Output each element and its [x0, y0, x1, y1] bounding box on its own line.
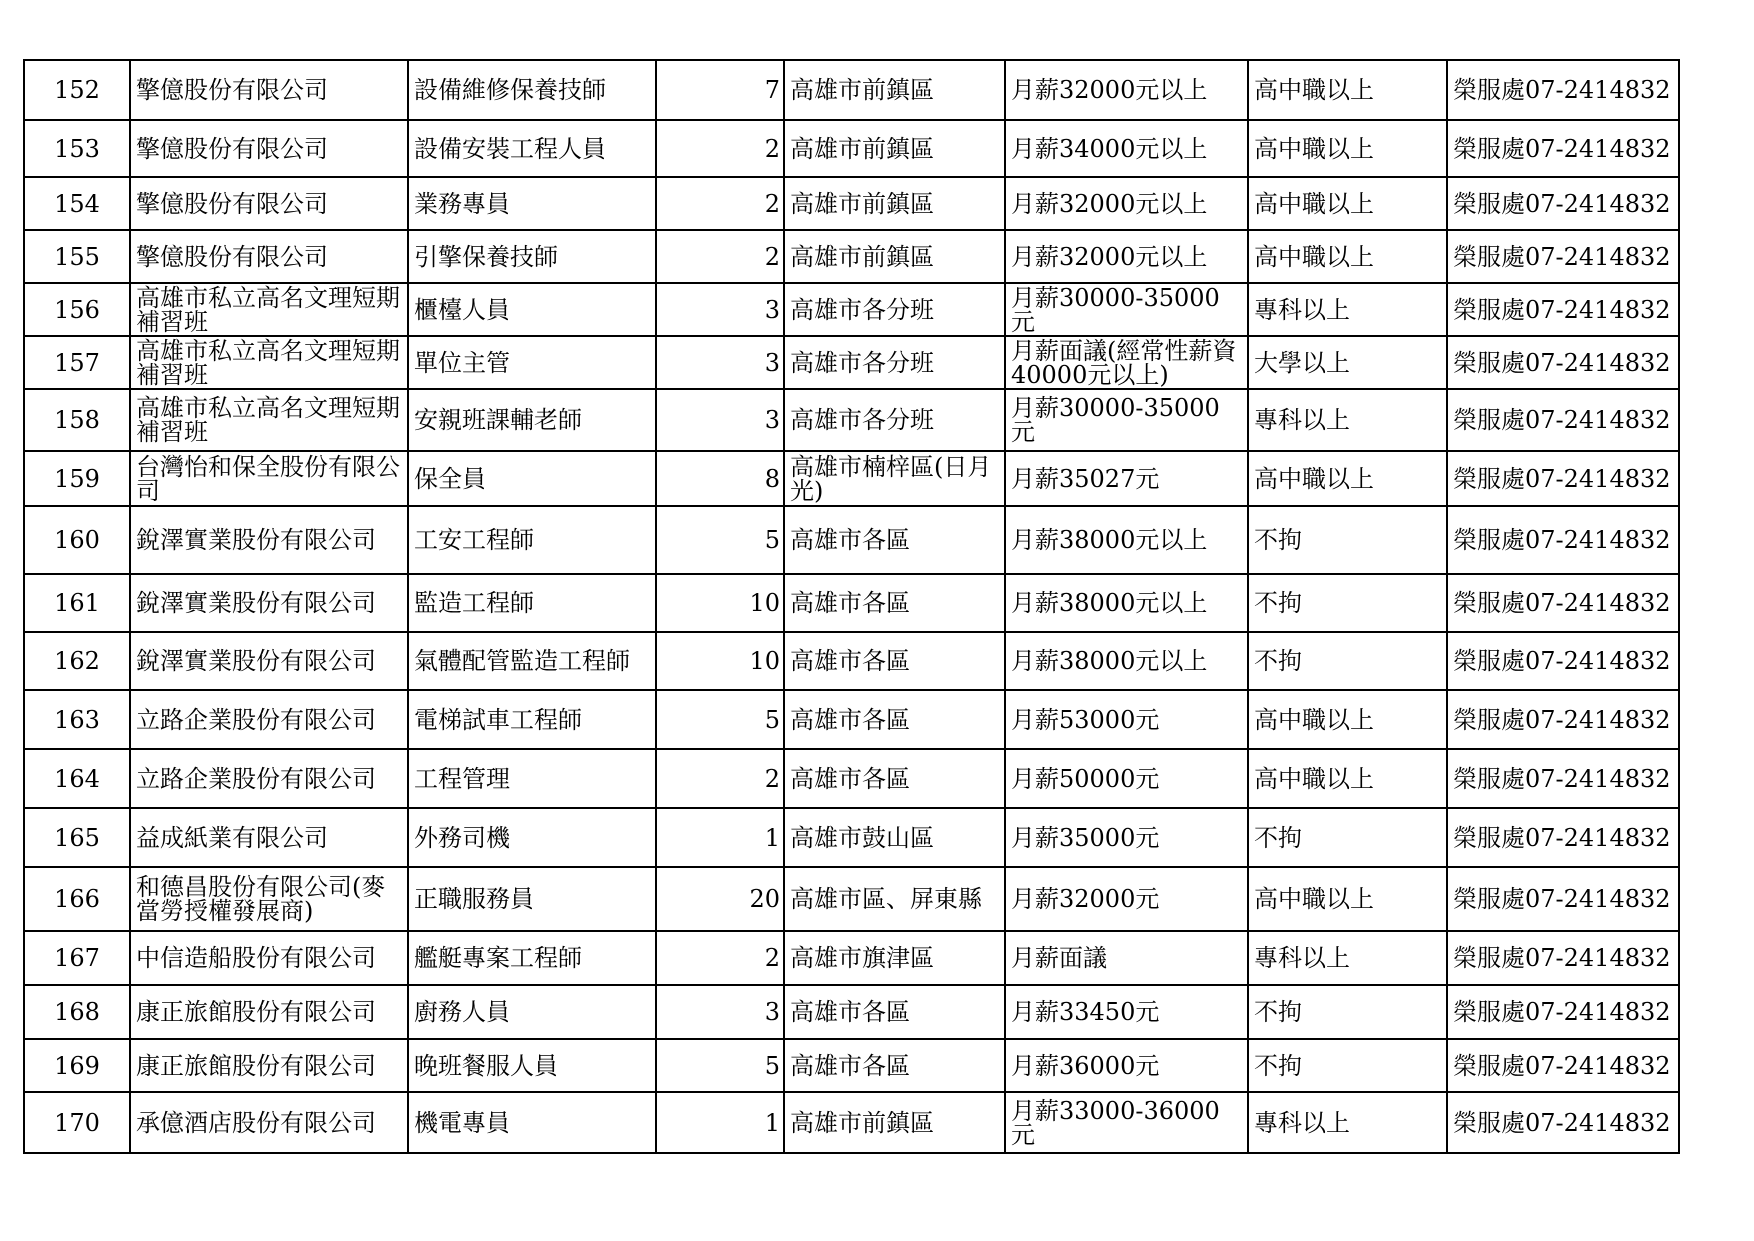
row-number-cell: 156 [24, 283, 130, 336]
row-number-cell: 153 [24, 120, 130, 177]
salary-cell: 月薪30000-35000元 [1005, 283, 1248, 336]
headcount-cell: 1 [656, 808, 784, 867]
position-cell: 設備維修保養技師 [408, 60, 656, 120]
location-cell: 高雄市各區 [784, 574, 1005, 632]
company-cell: 中信造船股份有限公司 [130, 931, 408, 985]
row-number-cell: 157 [24, 336, 130, 389]
job-listing-table [23, 59, 1680, 1154]
education-cell: 高中職以上 [1248, 690, 1447, 749]
position-cell: 業務專員 [408, 177, 656, 230]
company-cell: 和德昌股份有限公司(麥當勞授權發展商) [130, 867, 408, 931]
education-cell: 大學以上 [1248, 336, 1447, 389]
position-cell: 正職服務員 [408, 867, 656, 931]
row-number-cell: 169 [24, 1039, 130, 1092]
company-cell: 高雄市私立高名文理短期補習班 [130, 283, 408, 336]
education-cell: 專科以上 [1248, 283, 1447, 336]
location-cell: 高雄市前鎮區 [784, 177, 1005, 230]
education-cell: 專科以上 [1248, 931, 1447, 985]
salary-cell: 月薪面議(經常性薪資40000元以上) [1005, 336, 1248, 389]
headcount-cell: 5 [656, 506, 784, 574]
headcount-cell: 8 [656, 451, 784, 506]
location-cell: 高雄市鼓山區 [784, 808, 1005, 867]
headcount-cell: 10 [656, 574, 784, 632]
position-cell: 氣體配管監造工程師 [408, 632, 656, 690]
education-cell: 專科以上 [1248, 1092, 1447, 1153]
table-row [24, 931, 1679, 985]
salary-cell: 月薪36000元 [1005, 1039, 1248, 1092]
salary-cell: 月薪32000元以上 [1005, 230, 1248, 283]
position-cell: 機電專員 [408, 1092, 656, 1153]
table-row [24, 177, 1679, 230]
location-cell: 高雄市各區 [784, 690, 1005, 749]
position-cell: 工安工程師 [408, 506, 656, 574]
row-number-cell: 161 [24, 574, 130, 632]
position-cell: 引擎保養技師 [408, 230, 656, 283]
company-cell: 擎億股份有限公司 [130, 60, 408, 120]
contact-cell: 榮服處07-2414832 [1447, 120, 1679, 177]
education-cell: 高中職以上 [1248, 451, 1447, 506]
salary-cell: 月薪33450元 [1005, 985, 1248, 1039]
salary-cell: 月薪38000元以上 [1005, 574, 1248, 632]
salary-cell: 月薪53000元 [1005, 690, 1248, 749]
headcount-cell: 10 [656, 632, 784, 690]
row-number-cell: 154 [24, 177, 130, 230]
contact-cell: 榮服處07-2414832 [1447, 389, 1679, 451]
education-cell: 不拘 [1248, 574, 1447, 632]
table-row [24, 336, 1679, 389]
location-cell: 高雄市楠梓區(日月光) [784, 451, 1005, 506]
position-cell: 保全員 [408, 451, 656, 506]
headcount-cell: 3 [656, 336, 784, 389]
contact-cell: 榮服處07-2414832 [1447, 177, 1679, 230]
company-cell: 銳澤實業股份有限公司 [130, 632, 408, 690]
row-number-cell: 160 [24, 506, 130, 574]
contact-cell: 榮服處07-2414832 [1447, 931, 1679, 985]
contact-cell: 榮服處07-2414832 [1447, 690, 1679, 749]
headcount-cell: 20 [656, 867, 784, 931]
salary-cell: 月薪32000元以上 [1005, 60, 1248, 120]
company-cell: 立路企業股份有限公司 [130, 749, 408, 808]
position-cell: 櫃檯人員 [408, 283, 656, 336]
contact-cell: 榮服處07-2414832 [1447, 60, 1679, 120]
row-number-cell: 162 [24, 632, 130, 690]
contact-cell: 榮服處07-2414832 [1447, 632, 1679, 690]
table-row [24, 867, 1679, 931]
education-cell: 高中職以上 [1248, 177, 1447, 230]
table-row [24, 389, 1679, 451]
contact-cell: 榮服處07-2414832 [1447, 574, 1679, 632]
headcount-cell: 3 [656, 283, 784, 336]
position-cell: 安親班課輔老師 [408, 389, 656, 451]
company-cell: 銳澤實業股份有限公司 [130, 506, 408, 574]
company-cell: 高雄市私立高名文理短期補習班 [130, 336, 408, 389]
headcount-cell: 5 [656, 1039, 784, 1092]
company-cell: 立路企業股份有限公司 [130, 690, 408, 749]
education-cell: 不拘 [1248, 808, 1447, 867]
salary-cell: 月薪34000元以上 [1005, 120, 1248, 177]
row-number-cell: 165 [24, 808, 130, 867]
row-number-cell: 166 [24, 867, 130, 931]
table-row [24, 1039, 1679, 1092]
location-cell: 高雄市各區 [784, 632, 1005, 690]
company-cell: 康正旅館股份有限公司 [130, 1039, 408, 1092]
education-cell: 專科以上 [1248, 389, 1447, 451]
contact-cell: 榮服處07-2414832 [1447, 1092, 1679, 1153]
location-cell: 高雄市各分班 [784, 283, 1005, 336]
row-number-cell: 155 [24, 230, 130, 283]
position-cell: 工程管理 [408, 749, 656, 808]
location-cell: 高雄市前鎮區 [784, 1092, 1005, 1153]
headcount-cell: 2 [656, 230, 784, 283]
company-cell: 銳澤實業股份有限公司 [130, 574, 408, 632]
table-row [24, 574, 1679, 632]
education-cell: 不拘 [1248, 985, 1447, 1039]
contact-cell: 榮服處07-2414832 [1447, 1039, 1679, 1092]
table-row [24, 632, 1679, 690]
row-number-cell: 158 [24, 389, 130, 451]
headcount-cell: 3 [656, 985, 784, 1039]
salary-cell: 月薪面議 [1005, 931, 1248, 985]
salary-cell: 月薪35027元 [1005, 451, 1248, 506]
company-cell: 康正旅館股份有限公司 [130, 985, 408, 1039]
location-cell: 高雄市前鎮區 [784, 60, 1005, 120]
headcount-cell: 2 [656, 931, 784, 985]
row-number-cell: 167 [24, 931, 130, 985]
row-number-cell: 159 [24, 451, 130, 506]
table-row [24, 506, 1679, 574]
location-cell: 高雄市各區 [784, 506, 1005, 574]
position-cell: 單位主管 [408, 336, 656, 389]
company-cell: 擎億股份有限公司 [130, 230, 408, 283]
salary-cell: 月薪35000元 [1005, 808, 1248, 867]
table-row [24, 60, 1679, 120]
position-cell: 電梯試車工程師 [408, 690, 656, 749]
location-cell: 高雄市各區 [784, 749, 1005, 808]
position-cell: 監造工程師 [408, 574, 656, 632]
location-cell: 高雄市各區 [784, 1039, 1005, 1092]
education-cell: 高中職以上 [1248, 230, 1447, 283]
position-cell: 設備安裝工程人員 [408, 120, 656, 177]
education-cell: 高中職以上 [1248, 867, 1447, 931]
position-cell: 廚務人員 [408, 985, 656, 1039]
headcount-cell: 5 [656, 690, 784, 749]
table-row [24, 808, 1679, 867]
company-cell: 擎億股份有限公司 [130, 120, 408, 177]
salary-cell: 月薪33000-36000元 [1005, 1092, 1248, 1153]
contact-cell: 榮服處07-2414832 [1447, 749, 1679, 808]
table-row [24, 451, 1679, 506]
contact-cell: 榮服處07-2414832 [1447, 230, 1679, 283]
education-cell: 不拘 [1248, 1039, 1447, 1092]
company-cell: 擎億股份有限公司 [130, 177, 408, 230]
contact-cell: 榮服處07-2414832 [1447, 336, 1679, 389]
position-cell: 艦艇專案工程師 [408, 931, 656, 985]
table-row [24, 230, 1679, 283]
education-cell: 高中職以上 [1248, 749, 1447, 808]
row-number-cell: 170 [24, 1092, 130, 1153]
headcount-cell: 2 [656, 177, 784, 230]
headcount-cell: 1 [656, 1092, 784, 1153]
contact-cell: 榮服處07-2414832 [1447, 985, 1679, 1039]
location-cell: 高雄市旗津區 [784, 931, 1005, 985]
education-cell: 高中職以上 [1248, 120, 1447, 177]
salary-cell: 月薪30000-35000元 [1005, 389, 1248, 451]
salary-cell: 月薪38000元以上 [1005, 632, 1248, 690]
headcount-cell: 7 [656, 60, 784, 120]
headcount-cell: 3 [656, 389, 784, 451]
salary-cell: 月薪32000元 [1005, 867, 1248, 931]
location-cell: 高雄市前鎮區 [784, 120, 1005, 177]
company-cell: 承億酒店股份有限公司 [130, 1092, 408, 1153]
contact-cell: 榮服處07-2414832 [1447, 283, 1679, 336]
job-table-body [24, 60, 1679, 1153]
salary-cell: 月薪38000元以上 [1005, 506, 1248, 574]
table-row [24, 690, 1679, 749]
table-row [24, 1092, 1679, 1153]
table-row [24, 120, 1679, 177]
row-number-cell: 163 [24, 690, 130, 749]
company-cell: 台灣怡和保全股份有限公司 [130, 451, 408, 506]
location-cell: 高雄市各區 [784, 985, 1005, 1039]
education-cell: 高中職以上 [1248, 60, 1447, 120]
company-cell: 益成紙業有限公司 [130, 808, 408, 867]
location-cell: 高雄市區、屏東縣 [784, 867, 1005, 931]
headcount-cell: 2 [656, 120, 784, 177]
headcount-cell: 2 [656, 749, 784, 808]
location-cell: 高雄市各分班 [784, 336, 1005, 389]
contact-cell: 榮服處07-2414832 [1447, 451, 1679, 506]
table-row [24, 749, 1679, 808]
education-cell: 不拘 [1248, 632, 1447, 690]
row-number-cell: 168 [24, 985, 130, 1039]
contact-cell: 榮服處07-2414832 [1447, 867, 1679, 931]
contact-cell: 榮服處07-2414832 [1447, 808, 1679, 867]
position-cell: 晚班餐服人員 [408, 1039, 656, 1092]
education-cell: 不拘 [1248, 506, 1447, 574]
table-row [24, 283, 1679, 336]
salary-cell: 月薪50000元 [1005, 749, 1248, 808]
salary-cell: 月薪32000元以上 [1005, 177, 1248, 230]
row-number-cell: 152 [24, 60, 130, 120]
company-cell: 高雄市私立高名文理短期補習班 [130, 389, 408, 451]
contact-cell: 榮服處07-2414832 [1447, 506, 1679, 574]
position-cell: 外務司機 [408, 808, 656, 867]
location-cell: 高雄市前鎮區 [784, 230, 1005, 283]
location-cell: 高雄市各分班 [784, 389, 1005, 451]
row-number-cell: 164 [24, 749, 130, 808]
table-row [24, 985, 1679, 1039]
